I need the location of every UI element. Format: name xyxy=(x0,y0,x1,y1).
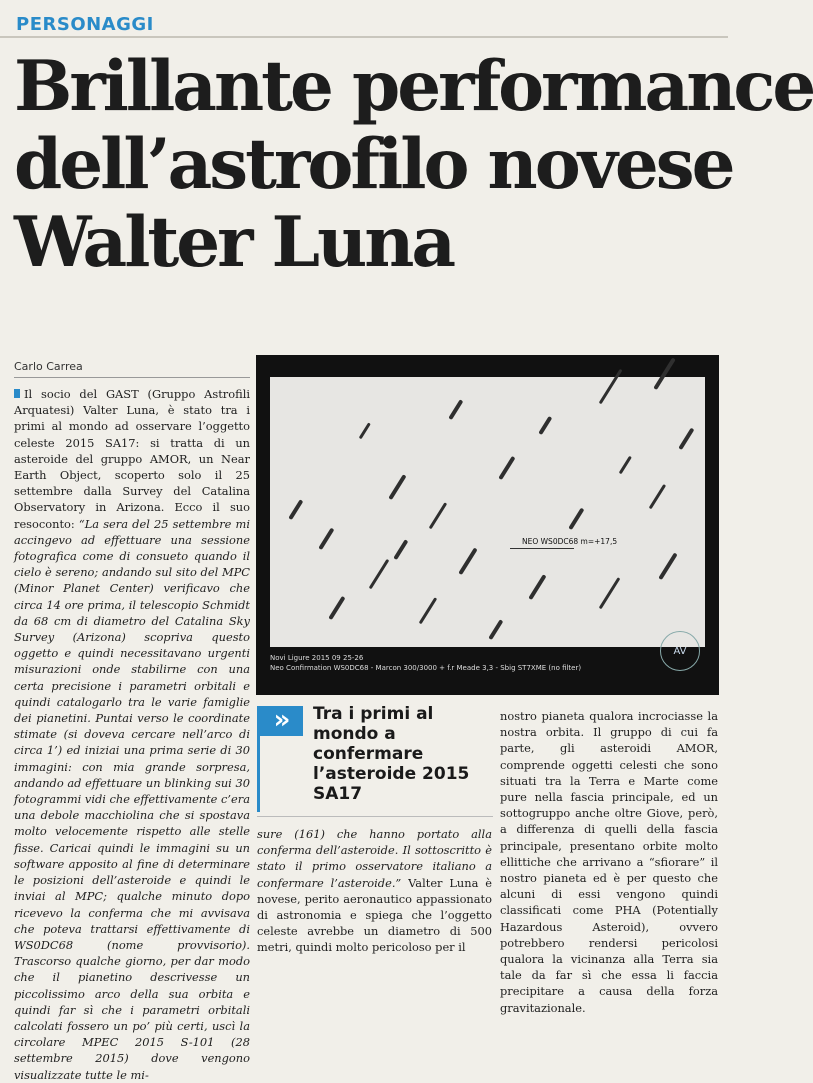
headline-line-3: Walter Luna xyxy=(14,202,454,283)
star-trail xyxy=(328,596,345,620)
star-trail xyxy=(488,619,503,640)
top-rule xyxy=(0,36,728,38)
star-trail xyxy=(649,484,666,509)
star-trail xyxy=(658,552,677,580)
star-field-image xyxy=(270,377,705,647)
star-trail xyxy=(458,547,477,575)
star-trail xyxy=(528,574,546,600)
photo-caption-line-2: Neo Confirmation WS0DC68 - Marcon 300/3000 + f.r Meade 3,3 - Sbig ST7XME (no filter) xyxy=(270,664,582,672)
body-left-quote: “La sera del 25 settembre mi accingevo ad effettuare una sessione fotografica come di consueto quando il cielo è sereno; andando sul sito del MPC (Minor Planet Center) verificavo che circa 14 ore prima, il telescopio Schmidt da 68 cm di diametro del Catalina Sky Survey (Arizona) scopriva questo oggetto e quindi necessitavano urgenti misurazioni onde stabilirne con una certa precisione i parametri orbitali e quindi catalogarlo tra le varie famiglie dei pianetini. Puntai verso le coordinate stimate (si doveva cercare nell’arco di circa 1’) ed iniziai una prima serie di 30 immagini: con mia grande sorpresa, andando ad effettuare un blinking sui 30 fotogrammi vidi che effettivamente c’era una debole macchiolina che si spostava molto velocemente rispetto alle stelle fisse. Caricai quindi le immagini su un software apposito al fine di determinare le posizioni dell’asteroide e quindi le inviai al MPC; qualche minuto dopo ricevevo la conferma che mi avvisava che poteva trattarsi effettivamente di WS0DC68 (nome provvisorio). Trascorso qualche giorno, per dar modo che il pianetino descrivesse un piccolissimo arco della sua orbita e quindi far sì che i parametri orbitali calcolati fossero un po’ più certi, uscì la circolare MPEC 2015 S-101 (28 settembre 2015) dove vengono visualizzate tutte le mi- xyxy=(14,516,250,1082)
star-trail xyxy=(393,539,408,560)
headline-line-2: dell’astrofilo novese xyxy=(14,124,733,205)
star-trail xyxy=(448,399,463,420)
photo-caption-line-1: Novi Ligure 2015 09 25-26 xyxy=(270,654,364,662)
star-trail xyxy=(359,422,371,439)
headline xyxy=(14,46,813,283)
photo-caption xyxy=(270,653,581,673)
star-trail xyxy=(388,474,406,500)
star-trail xyxy=(599,577,621,609)
neo-marker-line xyxy=(510,548,574,549)
star-trail xyxy=(678,428,694,450)
star-trail xyxy=(538,416,552,435)
body-right-text: nostro pianeta qualora incrociasse la nostra orbita. Il gruppo di cui fa parte, gli asteroidi AMOR, comprende oggetti celesti che sono situati tra la Terra e Marte come pure nella fascia principale, ed un sottogruppo anche oltre Giove, però, a differenza di quelli della fascia principale, presentano orbite molto ellittiche che arrivano a “sfiorare” il nostro pianeta ed è per questo che alcuni di essi vengono quindi classificati come PHA (Potentially Hazardous Asteroid), ovvero potrebbero rendersi pericolosi qualora la vicinanza alla Terra sia tale da far sì che essa li faccia precipitare a causa della forza gravitazionale. xyxy=(500,709,718,1015)
telescope-photo xyxy=(256,355,719,695)
star-trail xyxy=(288,499,303,520)
pull-quote-text: Tra i primi al mondo a confermare l’asteroide 2015 SA17 xyxy=(313,704,470,804)
pull-quote-rule xyxy=(257,816,493,817)
article-column-right xyxy=(500,708,718,1015)
star-trail xyxy=(568,508,584,530)
star-trail xyxy=(619,456,632,475)
body-mid-text: Valter Luna è novese, perito aeronautico appassionato di astronomia e spiega che l’oggetto celeste avrebbe un diametro di 500 metri, quindi molto pericoloso per il xyxy=(257,875,492,955)
pull-quote xyxy=(257,704,493,820)
star-trail xyxy=(599,369,623,405)
article-column-left xyxy=(14,386,250,1082)
body-mid-quote: sure (161) che hanno portato alla conferma dell’asteroide. Il sottoscritto è stato il primo osservatore italiano a confermare l’asteroide.” xyxy=(257,827,492,890)
pull-quote-bar xyxy=(257,736,260,812)
byline: Carlo Carrea xyxy=(14,360,83,373)
headline-line-1: Brillante performance xyxy=(14,46,813,127)
double-chevron-icon: » xyxy=(257,706,303,736)
star-trail xyxy=(419,597,437,624)
star-trail xyxy=(429,502,447,529)
observatory-logo: AV xyxy=(660,631,700,671)
body-left-text: Il socio del GAST (Gruppo Astrofili Arquatesi) Valter Luna, è stato tra i primi al mondo ad osservare l’oggetto celeste 2015 SA17: si tratta di un asteroide del gruppo AMOR, un Near Earth Object, scoperto solo il 25 settembre dalla Survey del Catalina Observatory in Arizona. Ecco il suo resoconto: xyxy=(14,387,250,531)
neo-label: NEO WS0DC68 m=+17,5 xyxy=(522,537,618,546)
star-trail xyxy=(653,357,675,390)
paragraph-marker-icon xyxy=(14,389,20,398)
article-column-middle xyxy=(257,826,492,955)
star-trail xyxy=(369,559,390,589)
star-trail xyxy=(318,528,334,550)
byline-rule xyxy=(14,377,250,378)
star-trail xyxy=(498,456,515,480)
section-label: PERSONAGGI xyxy=(16,14,154,35)
